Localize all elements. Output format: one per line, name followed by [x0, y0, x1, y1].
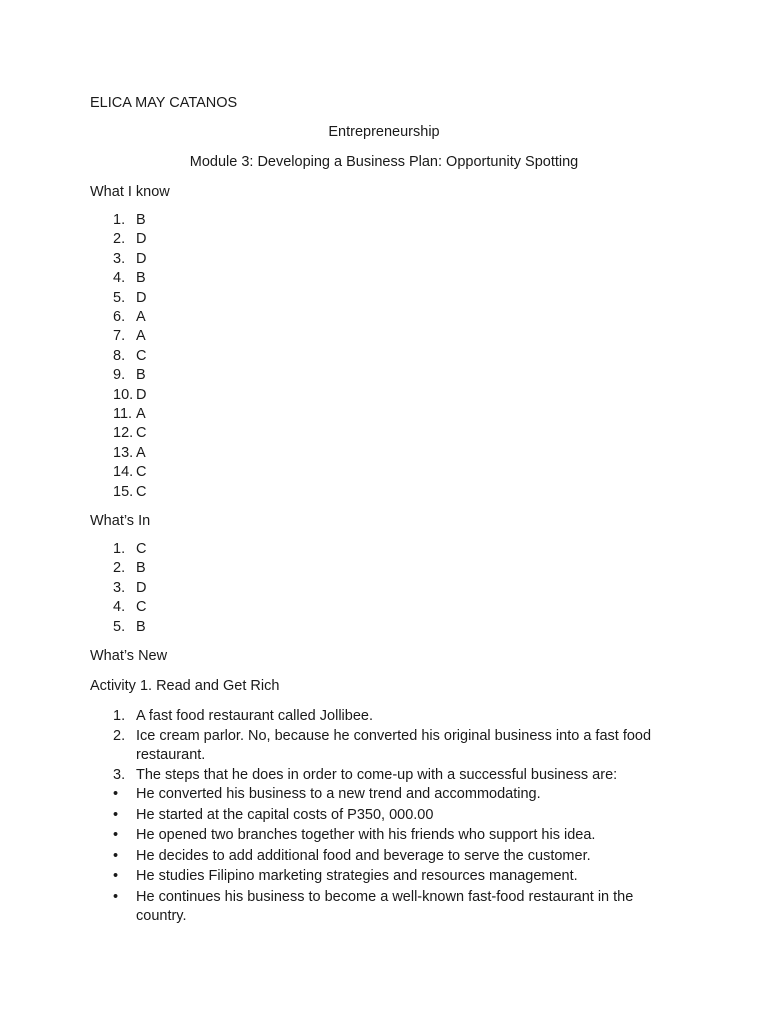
list-item-number: 3. [113, 579, 126, 596]
author-name: ELICA MAY CATANOS [90, 95, 238, 111]
list-item-number: 15. [113, 483, 134, 500]
list-item-answer: B [136, 618, 146, 635]
answer-text: restaurant. [136, 747, 206, 763]
answer-text: A fast food restaurant called Jollibee. [136, 708, 373, 724]
list-item-number: 5. [113, 618, 126, 635]
list-item-answer: B [136, 270, 146, 287]
answer-number: 2. [113, 727, 126, 744]
list-item-answer: A [136, 309, 146, 325]
answer-number: 1. [113, 708, 126, 724]
list-item-number: 9. [113, 367, 126, 384]
list-item-answer: D [136, 289, 147, 306]
bullet-text: He converted his business to a new trend and accommodating. [136, 786, 541, 802]
list-item-answer: D [136, 579, 147, 596]
answer-number: 3. [113, 766, 126, 783]
list-item-number: 12. [113, 425, 134, 442]
list-item-answer: D [136, 231, 147, 248]
answer-text: The steps that he does in order to come-up with a successful business are: [136, 766, 618, 783]
bullet-text: country. [136, 908, 187, 924]
bullet-text: He continues his business to become a well-known fast-food restaurant in the [136, 888, 634, 905]
bullet-text: He started at the capital costs of P350, 000.00 [136, 806, 434, 823]
list-item-number: 14. [113, 464, 134, 481]
bullet-icon: • [113, 847, 119, 864]
list-item-answer: C [136, 599, 147, 616]
list-item-answer: D [136, 250, 147, 267]
list-item-answer: C [136, 425, 147, 442]
list-item-number: 3. [113, 250, 126, 267]
bullet-text: He opened two branches together with his friends who support his idea. [136, 827, 596, 843]
list-item-number: 4. [113, 270, 126, 287]
bullet-icon: • [113, 806, 119, 823]
module-title: Module 3: Developing a Business Plan: Opportunity Spotting [189, 154, 579, 170]
subject-title: Entrepreneurship [328, 124, 440, 140]
bullet-text: He decides to add additional food and beverage to serve the customer. [136, 847, 591, 864]
list-item-number: 2. [113, 231, 126, 248]
section-heading-what-i-know: What I know [90, 184, 170, 200]
bullet-icon: • [113, 868, 119, 884]
list-item-answer: A [136, 406, 146, 422]
answer-text: Ice cream parlor. No, because he converted his original business into a fast food [136, 727, 652, 744]
list-item-answer: B [136, 367, 146, 384]
list-item-number: 1. [113, 212, 126, 228]
bullet-icon: • [113, 888, 119, 905]
section-heading-whats-new: What’s New [90, 648, 168, 664]
list-item-number: 10. [113, 386, 134, 403]
list-item-answer: B [136, 560, 146, 577]
bullet-text: He studies Filipino marketing strategies and resources management. [136, 868, 578, 884]
list-item-answer: C [136, 541, 147, 557]
list-item-number: 7. [113, 328, 126, 345]
list-item-answer: D [136, 386, 147, 403]
list-item-number: 6. [113, 309, 126, 325]
list-item-answer: A [136, 328, 146, 345]
list-item-number: 8. [113, 347, 126, 364]
bullet-icon: • [113, 827, 119, 843]
list-item-answer: C [136, 483, 147, 500]
section-heading-whats-in: What’s In [90, 513, 151, 529]
list-item-number: 11. [113, 406, 133, 422]
list-item-answer: A [136, 444, 146, 461]
list-item-number: 4. [113, 599, 126, 616]
list-item-number: 5. [113, 289, 126, 306]
list-item-number: 2. [113, 560, 126, 577]
list-item-answer: C [136, 464, 147, 481]
list-item-number: 1. [113, 541, 126, 557]
list-item-number: 13. [113, 444, 134, 461]
list-item-answer: C [136, 347, 147, 364]
list-item-answer: B [136, 212, 146, 228]
bullet-icon: • [113, 786, 119, 802]
activity-title: Activity 1. Read and Get Rich [90, 678, 280, 694]
